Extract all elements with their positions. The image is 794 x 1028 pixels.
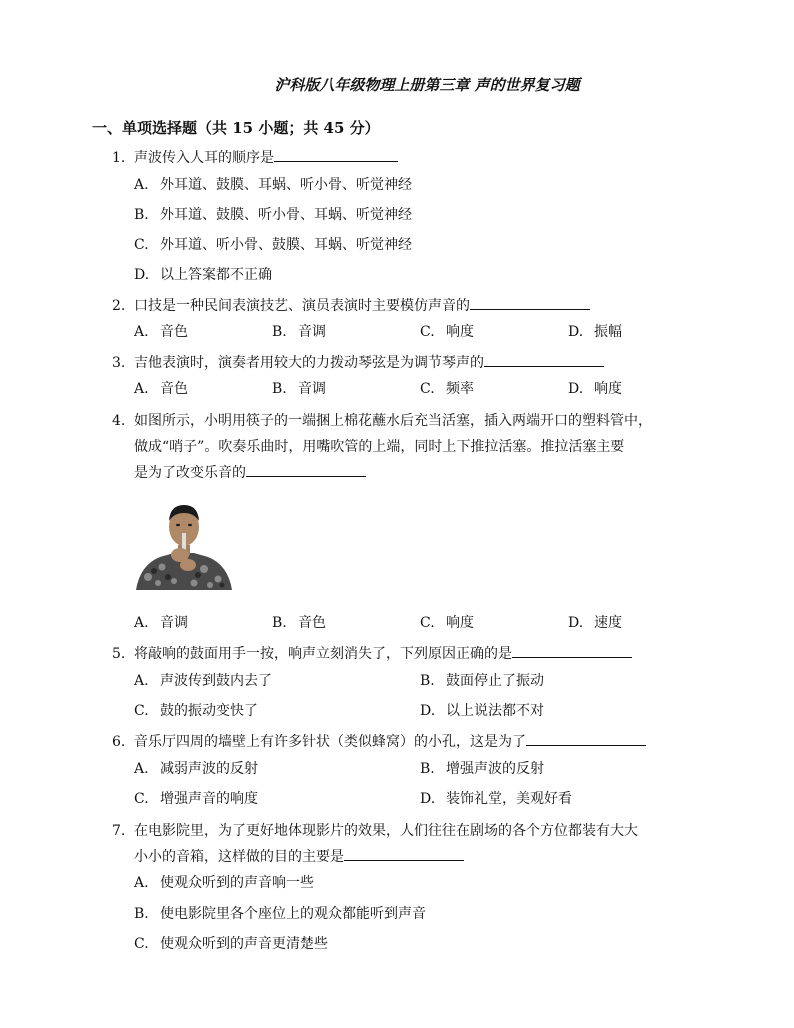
option-d: D. 以上答案都不正确 [134, 267, 272, 283]
option-b: B. 音调 [272, 381, 326, 397]
question-number: 1. [112, 150, 126, 166]
option-c: C. 外耳道、听小骨、鼓膜、耳蜗、听觉神经 [134, 237, 412, 253]
question-number: 4. [112, 413, 126, 429]
document-title: 沪科版八年级物理上册第三章 声的世界复习题 [274, 76, 580, 94]
section-heading: 一、单项选择题（共 15 小题；共 45 分） [92, 119, 380, 137]
question-4 [112, 410, 652, 430]
option-c: C. 增强声音的响度 [134, 791, 258, 807]
question-1 [112, 147, 398, 167]
question-number: 3. [112, 355, 126, 371]
option-b: B. 音调 [272, 324, 326, 340]
question-7 [112, 820, 638, 840]
question-6 [112, 731, 646, 751]
option-b: B. 鼓面停止了振动 [420, 673, 544, 689]
option-c: C. 频率 [420, 381, 474, 397]
option-b: B. 音色 [272, 615, 326, 631]
question-number: 7. [112, 823, 126, 839]
answer-blank [344, 846, 464, 861]
question-number: 5. [112, 646, 126, 662]
option-a: A. 音调 [134, 615, 188, 631]
boy-playing-whistle-photo [134, 495, 234, 590]
option-a: A. 声波传到鼓内去了 [134, 673, 272, 689]
option-a: A. 音色 [134, 324, 188, 340]
question-number: 2. [112, 298, 126, 314]
answer-blank [484, 352, 604, 367]
option-c: C. 响度 [420, 324, 474, 340]
option-a: A. 外耳道、鼓膜、耳蜗、听小骨、听觉神经 [134, 177, 412, 193]
option-b: B. 外耳道、鼓膜、听小骨、耳蜗、听觉神经 [134, 207, 412, 223]
question-text: 口技是一种民间表演技艺、演员表演时主要模仿声音的 [134, 298, 470, 314]
answer-blank [274, 147, 398, 162]
question-text: 如图所示，小明用筷子的一端捆上棉花蘸水后充当活塞，插入两端开口的塑料管中， [134, 413, 652, 429]
answer-blank [512, 643, 632, 658]
question-text: 吉他表演时，演奏者用较大的力拨动琴弦是为调节琴声的 [134, 355, 484, 371]
option-a: A. 减弱声波的反射 [134, 761, 258, 777]
option-d: D. 以上说法都不对 [420, 703, 544, 719]
question-text: 在电影院里，为了更好地体现影片的效果，人们往往在剧场的各个方位都装有大大 [134, 823, 638, 839]
answer-blank [246, 462, 366, 477]
option-a: A. 音色 [134, 381, 188, 397]
option-b: B. 增强声波的反射 [420, 761, 544, 777]
option-d: D. 速度 [568, 615, 622, 631]
question-2 [112, 295, 590, 315]
option-c: C. 鼓的振动变快了 [134, 703, 258, 719]
question-text-line2: 小小的音箱，这样做的目的主要是 [134, 846, 464, 866]
question-text-line2: 做成“哨子”。吹奏乐曲时，用嘴吹管的上端，同时上下推拉活塞。推拉活塞主要 [134, 439, 625, 455]
option-d: D. 装饰礼堂，美观好看 [420, 791, 572, 807]
option-d: D. 响度 [568, 381, 622, 397]
question-text: 声波传入人耳的顺序是 [134, 150, 274, 166]
option-a: A. 使观众听到的声音响一些 [134, 875, 314, 891]
answer-blank [470, 295, 590, 310]
question-number: 6. [112, 734, 126, 750]
option-d: D. 振幅 [568, 324, 622, 340]
option-c: C. 使观众听到的声音更清楚些 [134, 936, 328, 952]
question-text: 音乐厅四周的墙壁上有许多针状（类似蜂窝）的小孔，这是为了 [134, 734, 526, 750]
option-b: B. 使电影院里各个座位上的观众都能听到声音 [134, 906, 426, 922]
answer-blank [526, 731, 646, 746]
option-c: C. 响度 [420, 615, 474, 631]
question-text-line3: 是为了改变乐音的 [134, 462, 366, 482]
question-5 [112, 643, 632, 663]
question-text: 将敲响的鼓面用手一按，响声立刻消失了，下列原因正确的是 [134, 646, 512, 662]
question-3 [112, 352, 604, 372]
